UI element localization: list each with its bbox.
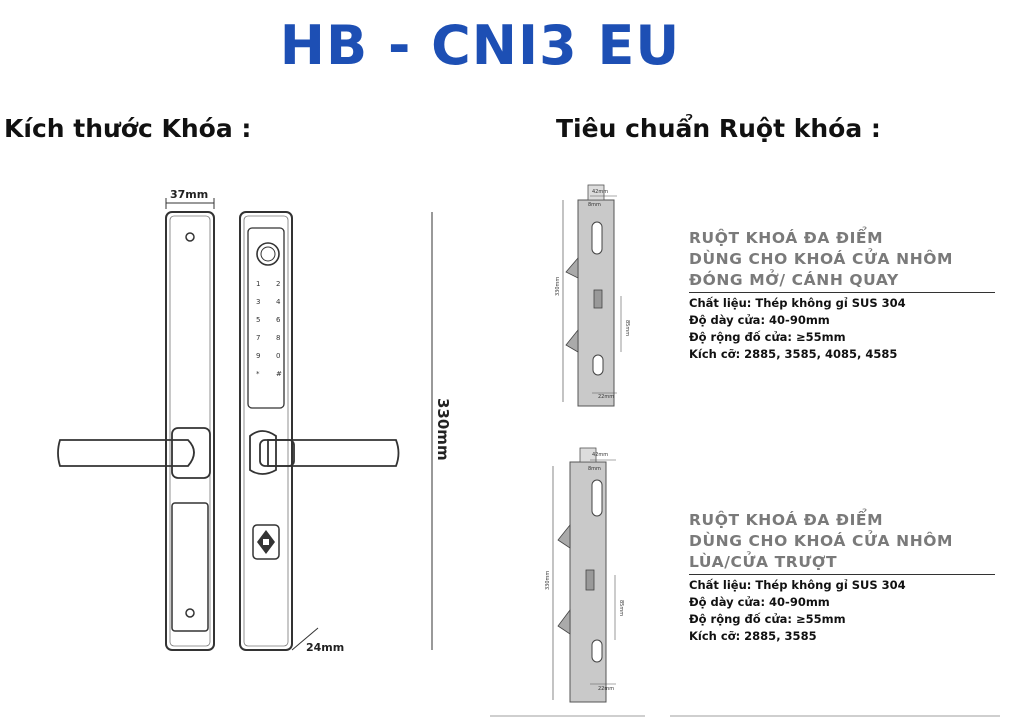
spec-1-title-line: RUỘT KHOÁ ĐA ĐIỂM xyxy=(689,229,884,247)
front-plate xyxy=(240,212,399,650)
handle-lever-right xyxy=(268,440,399,466)
depth-label: 24mm xyxy=(306,641,345,654)
width-label: 37mm xyxy=(170,188,209,201)
keypad-key: 1 xyxy=(256,280,261,288)
keypad-key: * xyxy=(256,370,260,378)
product-title: HB - CNI3 EU xyxy=(279,14,681,77)
spec-1-divider xyxy=(689,292,995,293)
mortise-1-top2-label: 8mm xyxy=(588,202,601,208)
mortise-2-height-label: 330mm xyxy=(545,570,551,590)
mortise-2-top-label: 42mm xyxy=(592,452,609,458)
keypad-key: 7 xyxy=(256,334,261,342)
spec-1-title-line: DÙNG CHO KHOÁ CỬA NHÔM xyxy=(689,250,954,268)
depth-dimension xyxy=(292,628,344,654)
fingerprint-sensor-icon xyxy=(257,243,279,265)
lock-size-heading: Kích thước Khóa : xyxy=(4,114,252,143)
screw-hole-bottom xyxy=(186,609,194,617)
handle-lever-left xyxy=(58,440,194,466)
keypad-keys xyxy=(256,280,282,378)
mortise-2-bottom-label: 22mm xyxy=(598,686,615,692)
keypad-key: 9 xyxy=(256,352,261,360)
mortise-spec-1 xyxy=(689,228,995,363)
mortise-1-height-label: 330mm xyxy=(555,276,561,296)
spec-1-sizes: Kích cỡ: 2885, 3585, 4085, 4585 xyxy=(689,347,898,361)
screw-hole-top xyxy=(186,233,194,241)
keypad-key: 0 xyxy=(276,352,281,360)
mortise-2-mid-label: 85mm xyxy=(618,600,624,617)
battery-cover xyxy=(172,503,208,631)
spec-2-title-line: LÙA/CỬA TRƯỢT xyxy=(689,553,838,571)
height-label: 330mm xyxy=(434,398,452,461)
keypad-key: 3 xyxy=(256,298,261,306)
spec-2-stile-width: Độ rộng đố cửa: ≥55mm xyxy=(689,612,846,626)
spec-1-stile-width: Độ rộng đố cửa: ≥55mm xyxy=(689,330,846,344)
handle-base-left xyxy=(172,428,210,478)
keypad-key: # xyxy=(276,370,282,378)
height-dimension xyxy=(432,212,452,650)
handle-base-right xyxy=(260,440,294,466)
back-plate xyxy=(58,212,214,650)
mortise-1-mid-label: 85mm xyxy=(624,320,630,337)
spec-2-door-thickness: Độ dày cửa: 40-90mm xyxy=(689,595,830,609)
keypad-key: 4 xyxy=(276,298,281,306)
mortise-1-bottom-label: 22mm xyxy=(598,394,615,400)
spec-1-door-thickness: Độ dày cửa: 40-90mm xyxy=(689,313,830,327)
spec-2-sizes: Kích cỡ: 2885, 3585 xyxy=(689,629,817,643)
mortise-2-top2-label: 8mm xyxy=(588,466,601,472)
width-dimension xyxy=(166,188,214,209)
mortise-spec-2 xyxy=(689,510,995,645)
keypad-key: 5 xyxy=(256,316,261,324)
mortise-lock-1 xyxy=(555,185,630,406)
keypad-key: 2 xyxy=(276,280,281,288)
mortise-1-top-label: 42mm xyxy=(592,189,609,195)
mortise-standard-heading: Tiêu chuẩn Ruột khóa : xyxy=(556,114,881,143)
spec-2-title-line: RUỘT KHOÁ ĐA ĐIỂM xyxy=(689,511,884,529)
spec-1-material: Chất liệu: Thép không gỉ SUS 304 xyxy=(689,296,906,310)
spec-2-title-line: DÙNG CHO KHOÁ CỬA NHÔM xyxy=(689,532,954,550)
spec-2-material: Chất liệu: Thép không gỉ SUS 304 xyxy=(689,578,906,592)
mortise-lock-2 xyxy=(545,448,624,702)
spec-2-divider xyxy=(689,574,995,575)
keypad-key: 6 xyxy=(276,316,281,324)
keypad-key: 8 xyxy=(276,334,281,342)
spec-1-title-line: ĐÓNG MỞ/ CÁNH QUAY xyxy=(689,271,899,289)
